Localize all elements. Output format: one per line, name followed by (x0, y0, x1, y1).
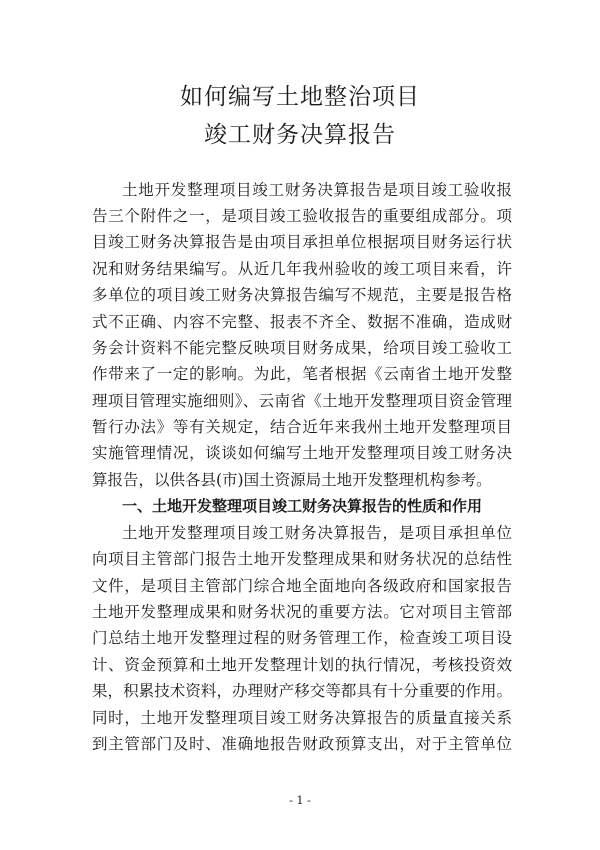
paragraph-line: 理项目管理实施细则》、云南省《土地开发整理项目资金管理 (92, 392, 512, 410)
section-heading: 一、土地开发整理项目竣工财务决算报告的性质和作用 (122, 497, 483, 515)
paragraph-line: 土地开发整理项目竣工财务决算报告，是项目承担单位 (122, 524, 512, 542)
paragraph-line: 向项目主管部门报告土地开发整理成果和财务状况的总结性 (92, 550, 512, 568)
document-title-line-2: 竣工财务决算报告 (204, 122, 396, 148)
paragraph-line: 暂行办法》等有关规定，结合近年来我州土地开发整理项目 (92, 418, 512, 436)
paragraph-line: 计、资金预算和土地开发整理计划的执行情况，考核投资效 (92, 656, 512, 674)
paragraph-line: 土地开发整理成果和财务状况的重要方法。它对项目主管部 (92, 603, 512, 621)
page-number: - 1 - (289, 794, 311, 807)
paragraph-line: 门总结土地开发整理过程的财务管理工作，检查竣工项目设 (92, 629, 512, 647)
document-title-line-1: 如何编写土地整治项目 (180, 84, 420, 110)
paragraph-line: 文件，是项目主管部门综合地全面地向各级政府和国家报告 (92, 577, 512, 595)
paragraph-line: 同时，土地开发整理项目竣工财务决算报告的质量直接关系 (92, 709, 512, 727)
paragraph-line: 告三个附件之一，是项目竣工验收报告的重要组成部分。项 (92, 207, 512, 225)
paragraph-line: 务会计资料不能完整反映项目财务成果，给项目竣工验收工 (92, 339, 512, 357)
paragraph-line: 土地开发整理项目竣工财务决算报告是项目竣工验收报 (122, 181, 512, 199)
paragraph-line: 作带来了一定的影响。为此，笔者根据《云南省土地开发整 (92, 365, 512, 383)
paragraph-line: 到主管部门及时、准确地报告财政预算支出，对于主管单位 (92, 735, 512, 753)
paragraph-line: 多单位的项目竣工财务决算报告编写不规范，主要是报告格 (92, 286, 512, 304)
paragraph-line: 实施管理情况，谈谈如何编写土地开发整理项目竣工财务决 (92, 444, 512, 462)
paragraph-line: 目竣工财务决算报告是由项目承担单位根据项目财务运行状 (92, 233, 512, 251)
paragraph-line: 况和财务结果编写。从近几年我州验收的竣工项目来看，许 (92, 260, 512, 278)
paragraph-line: 式不正确、内容不完整、报表不齐全、数据不准确，造成财 (92, 313, 512, 331)
paragraph-line: 果，积累技术资料，办理财产移交等都具有十分重要的作用。 (92, 682, 512, 700)
paragraph-line: 算报告，以供各县(市)国土资源局土地开发整理机构参考。 (92, 471, 492, 489)
